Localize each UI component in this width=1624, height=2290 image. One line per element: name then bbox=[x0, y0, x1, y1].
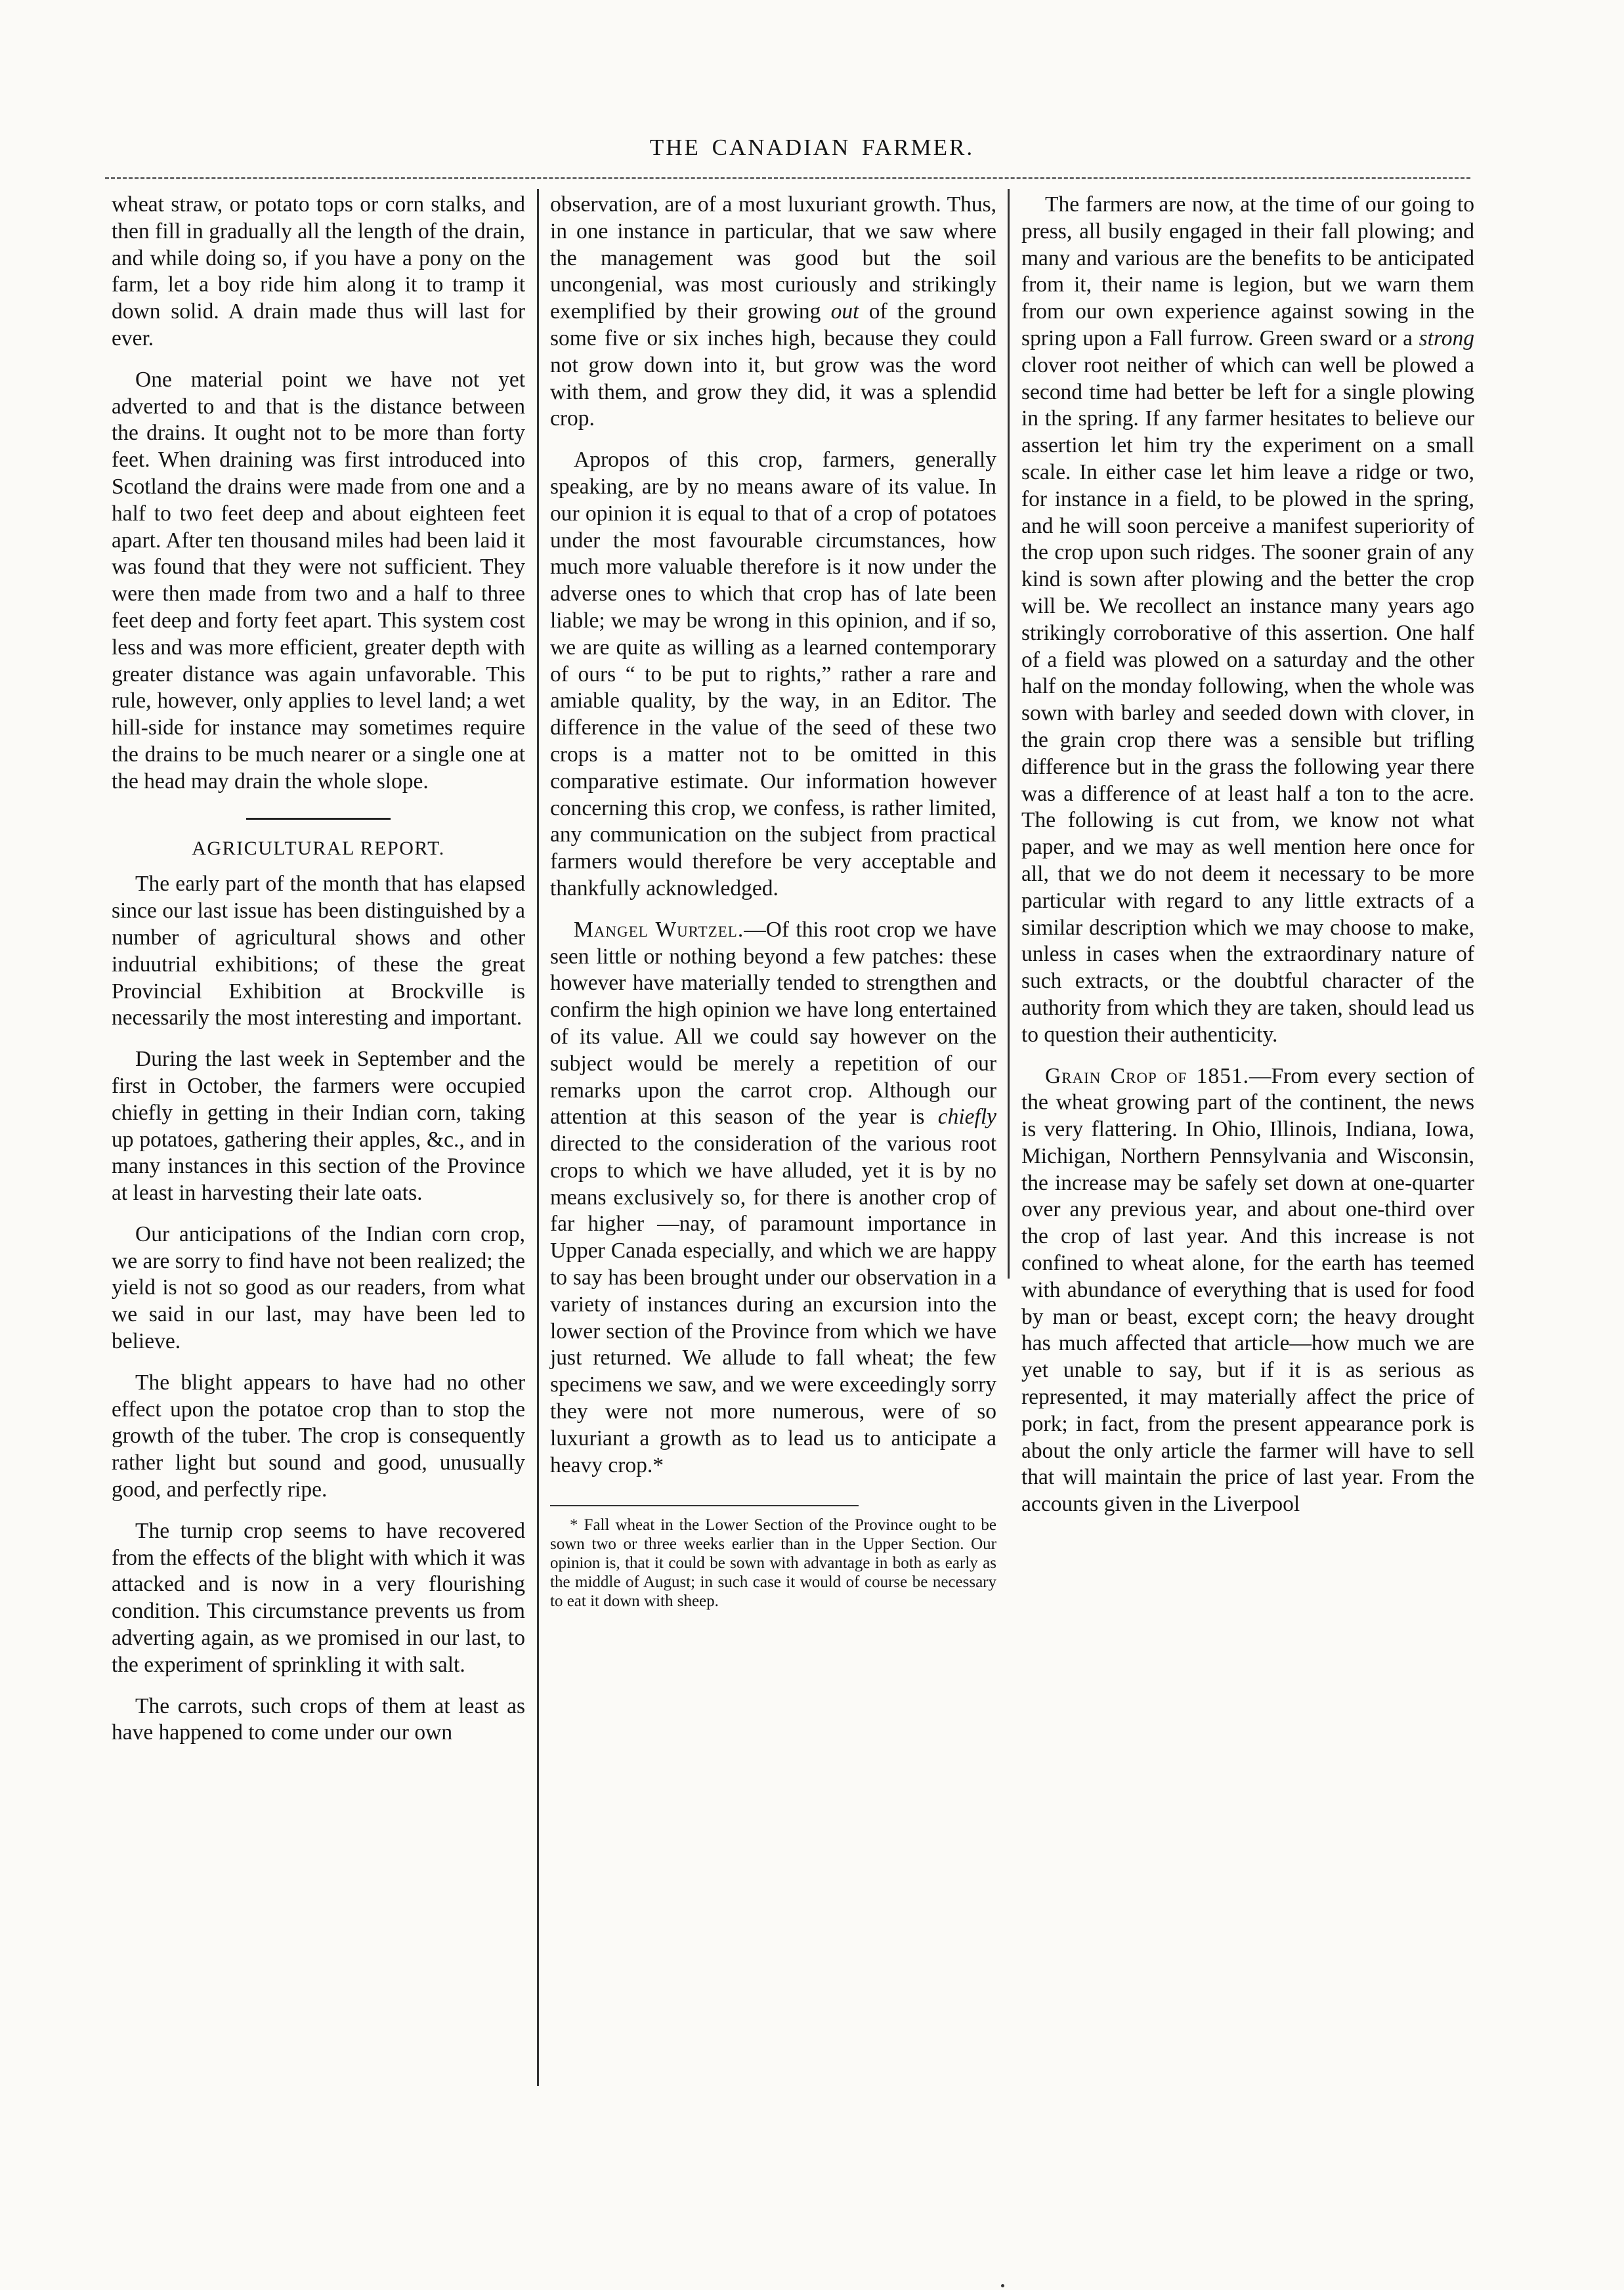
page-header: THE CANADIAN FARMER. bbox=[649, 135, 975, 160]
apropos-paragraph: Apropos of this crop, farmers, generally speaking, are by no means aware of its value. In our opinion it is equal to that of a crop of potatoes under the most favourable circumstances, how much more valuable therefore is it now under the adverse ones to which that crop has of late been liable; we may be wrong in this opinion, and if so, we are quite as willing as a learned contemporary of ours “ to be put to rights,” rather a rare and amiable quality, by the way, in an Editor. The difference in the value of the seed of these two crops is a matter not to be omitted in this comparative estimate. Our information however concerning this crop, we confess, is rather limited, any communication on the subject from practical farmers would therefore be very acceptable and thankfully acknowledged. bbox=[550, 448, 996, 901]
report-paragraph-shows: The early part of the month that has elapsed since our last issue has been distinguished by a number of agricultural shows and other induutrial exhibitions; of these the great Provincial Exhibition at Brockville is necessarily the most interesting and important. bbox=[112, 872, 525, 1030]
column-3 bbox=[1021, 192, 1474, 1533]
footnote-rule bbox=[550, 1505, 859, 1506]
grain-crop-lead: Grain Crop of 1851. bbox=[1045, 1063, 1249, 1088]
report-paragraph-potato: The blight appears to have had no other effect upon the potatoe crop than to stop the growth of the tuber. The crop is consequently rather light but sound and good, unusually good, and perfectly ripe. bbox=[112, 1370, 525, 1502]
fall-plowing-paragraph: The farmers are now, at the time of our going to press, all busily engaged in their fall plowing; and many and various are the benefits to be anticipated from it, their name is legion, but we warn them from our own experience against sowing in the spring upon a Fall furrow. Green sward or a strong clover root neither of which can well be plowed a second time had better be left for a single plowing in the spring. If any farmer hesitates to believe our assertion let him try the experiment on a small scale. In either case let him leave a ridge or two, for instance in a field, to be plowed in the spring, and he will soon perceive a manifest superiority of the crop upon such ridges. The sooner grain of any kind is sown after plowing and the better the crop will be. We recollect an instance many years ago strikingly corroborative of this assertion. One half of a field was plowed on a saturday and the other half on the monday following, when the whole was sown with barley and seeded down with clover, in the grain crop there was a sensible but trifling difference but in the grass the following year there was a difference of at least half a ton to the acre. The following is cut from, we know not what paper, and we may as well mention here once for all, that we do not deem it necessary to be more particular with regard to any little extracts of a similar description which we may choose to make, unless in cases when the extraordinary nature of such extracts, or the doubtful character of the authority from which they are taken, should lead us to question their authenticity. bbox=[1021, 192, 1474, 1047]
report-heading: AGRICULTURAL REPORT. bbox=[192, 837, 445, 859]
column-divider-1 bbox=[537, 189, 539, 2086]
mangel-wurtzel-paragraph: Mangel Wurtzel.—Of this root crop we have seen little or nothing beyond a few patches: these however have materially tended to strengthen and confirm the high opinion we have long entertained of its value. All we could say however on the subject would be merely a repetition of our remarks upon the carrot crop. Although our attention at this season of the year is chiefly directed to the consideration of the various root crops to which we have alluded, yet it is by no means exclusively so, for there is another crop of far higher —nay, of paramount importance in Upper Canada especially, and which we are happy to say has been brought under our observation in a variety of instances during an excursion into the lower section of the Province from which we have just returned. We allude to fall wheat; the few specimens we saw, and we were exceedingly sorry they were not more numerous, were of so luxuriant a growth as to lead us to anticipate a heavy crop.* bbox=[550, 917, 997, 1477]
footnote: * Fall wheat in the Lower Section of the Province ought to be sown two or three weeks earlier than in the Upper Section. Our opinion is, that it could be sown with advantage in both as early as the middle of August; in such case it would of course be necessary to eat it down with sheep. bbox=[550, 1516, 996, 1611]
drain-distance-paragraph: One material point we have not yet adverted to and that is the distance between the drains. It ought not to be more than forty feet. When draining was first introduced into Scotland the drains were made from one and a half to two feet deep and about eighteen feet apart. After ten thousand miles had been laid it was found that they were not sufficient. They were then made from two and a half to three feet deep and forty feet apart. This system cost less and was more efficient, greater depth with greater distance was again unfavorable. This rule, however, only applies to level land; a wet hill-side for instance may sometimes require the drains to be much nearer or a single one at the head may drain the whole slope. bbox=[112, 367, 525, 794]
report-paragraph-carrots: The carrots, such crops of them at least as have happened to come under our own bbox=[112, 1693, 525, 1745]
header-rule bbox=[105, 177, 1470, 179]
section-rule bbox=[246, 818, 391, 820]
carrot-paragraph-continued: observation, are of a most luxuriant growth. Thus, in one instance in particular, that we saw where the management was good but the soil uncongenial, was most curiously and strikingly exemplified by their growing out of the ground some five or six inches high, because they could not grow down into it, but grow was the word with them, and grow they did, it was a splendid crop. bbox=[550, 192, 997, 431]
grain-crop-paragraph: Grain Crop of 1851.—From every section of the wheat growing part of the continent, the news is very flattering. In Ohio, Illinois, Indiana, Iowa, Michigan, Northern Pennsylvania and Wisconsin, the increase may be safely set down at one-quarter over any previous year, and about one-third over the crop of last year. And this increase is not confined to wheat alone, for the earth has teemed with abundance of everything that is used for food by man or beast, except corn; the heavy drought has much affected that article—how much we are yet unable to say, but if it is as serious as represented, it may materially affect the price of pork; in fact, from the present appearance pork is about the only article the farmer will have to sell that will maintain the price of last year. From the accounts given in the Liverpool bbox=[1021, 1063, 1474, 1517]
report-paragraph-harvest: During the last week in September and the first in October, the farmers were occupied chiefly in getting in their Indian corn, taking up potatoes, gathering their apples, &c., and in many instances in this section of the Province at least in harvesting their late oats. bbox=[112, 1047, 525, 1206]
column-2 bbox=[550, 192, 996, 1611]
drain-paragraph-continued: wheat straw, or potato tops or corn stalks, and then fill in gradually all the length of the drain, and while doing so, if you have a pony on the farm, let a boy ride him along it to tramp it down solid. A drain made thus will last for ever. bbox=[112, 192, 525, 350]
mangel-wurtzel-lead: Mangel Wurtzel. bbox=[574, 917, 744, 942]
report-paragraph-corn: Our anticipations of the Indian corn crop, we are sorry to find have not been realized; the yield is not so good as our readers, from what we said in our last, may have been led to believe. bbox=[112, 1221, 525, 1354]
column-divider-2 bbox=[1008, 189, 1010, 1279]
page-mark bbox=[1001, 2284, 1004, 2287]
column-1 bbox=[112, 192, 525, 1761]
report-paragraph-turnip: The turnip crop seems to have recovered from the effects of the blight with which it was attacked and is now in a very flourishing condition. This circumstance prevents us from adverting again, as we promised in our last, to the experiment of sprinkling it with salt. bbox=[112, 1518, 525, 1677]
